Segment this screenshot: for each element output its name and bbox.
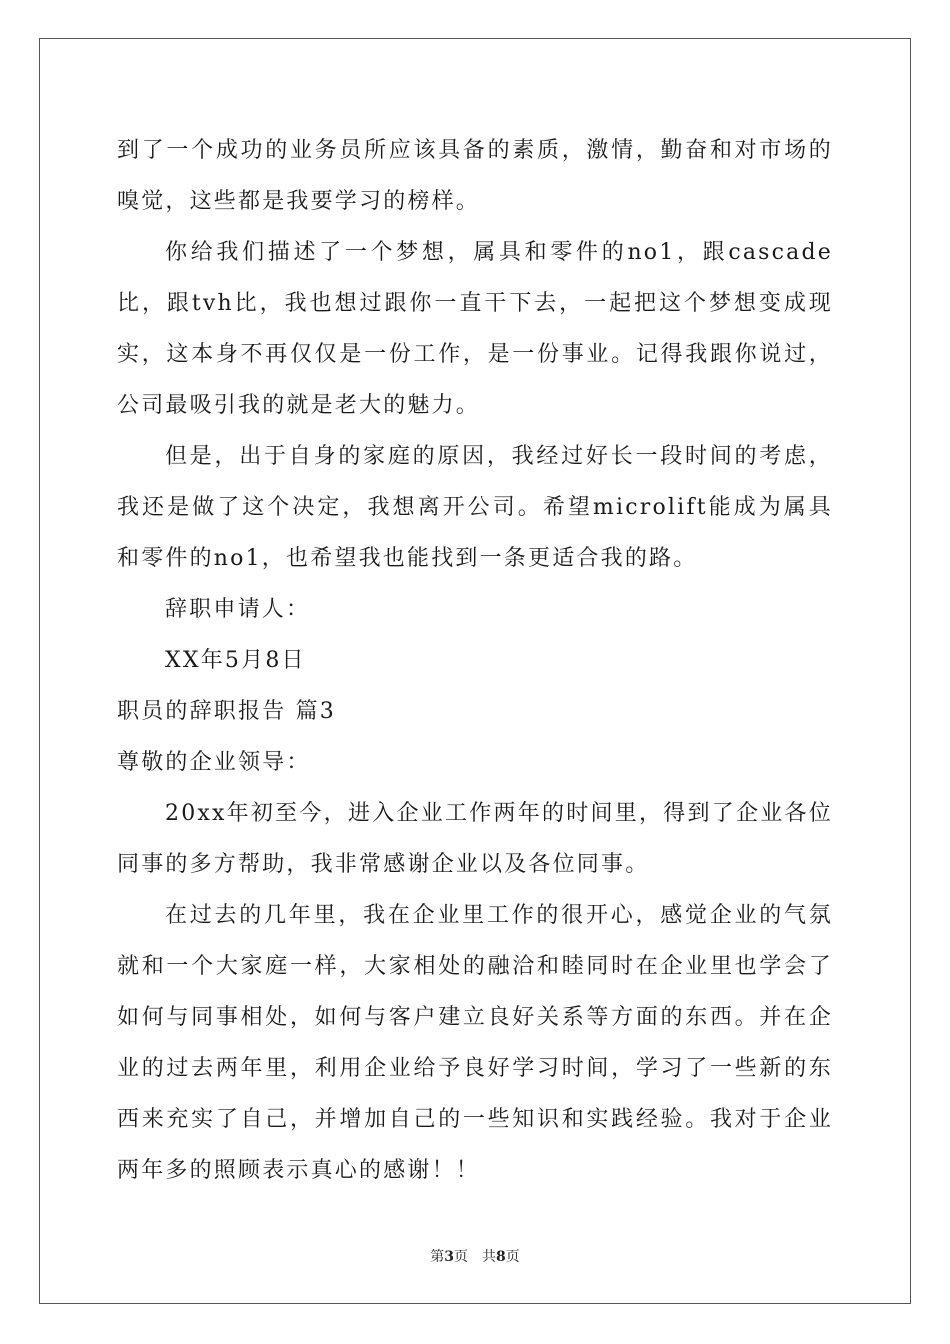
salutation: 尊敬的企业领导： (117, 750, 311, 775)
page-total-number: 8 (496, 1249, 506, 1265)
total-suffix: 页 (505, 1249, 520, 1265)
paragraph: 在过去的几年里，我在企业里工作的很开心，感觉企业的气氛就和一个大家庭一样，大家相处的融洽和睦同时在企业里也学会了如何与同事相处，如何与客户建立良好关系等方面的东西。并在企业的过去两年里，利用企业给予良好学习时间，学习了一些新的东西来充实了自己，并增加自己的一些知识和实践经验。我对于企业两年多的照顾表示真心的感谢！！ (117, 903, 833, 1183)
date-line: XX年5月8日 (165, 648, 306, 673)
page-suffix: 页 (454, 1249, 468, 1265)
section-heading: 职员的辞职报告 篇3 (117, 699, 336, 724)
paragraph: 但是，出于自身的家庭的原因，我经过好长一段时间的考虑，我还是做了这个决定，我想离开公司。希望microlift能成为属具和零件的no1，也希望我也能找到一条更适合我的路。 (117, 444, 833, 571)
page-prefix: 第 (430, 1249, 445, 1265)
page-footer (0, 1248, 950, 1266)
document-body (117, 125, 833, 1196)
paragraph: 20xx年初至今，进入企业工作两年的时间里，得到了企业各位同事的多方帮助，我非常感谢企业以及各位同事。 (117, 801, 833, 877)
paragraph: 到了一个成功的业务员所应该具备的素质，激情，勤奋和对市场的嗅觉，这些都是我要学习的榜样。 (117, 138, 833, 214)
signature-label: 辞职申请人： (165, 597, 311, 622)
paragraph: 你给我们描述了一个梦想，属具和零件的no1，跟cascade比，跟tvh比，我也想过跟你一直干下去，一起把这个梦想变成现实，这本身不再仅仅是一份工作，是一份事业。记得我跟你说过，公司最吸引我的就是老大的魅力。 (117, 240, 833, 418)
page-current-number: 3 (444, 1249, 454, 1265)
total-prefix: 共 (482, 1249, 496, 1265)
